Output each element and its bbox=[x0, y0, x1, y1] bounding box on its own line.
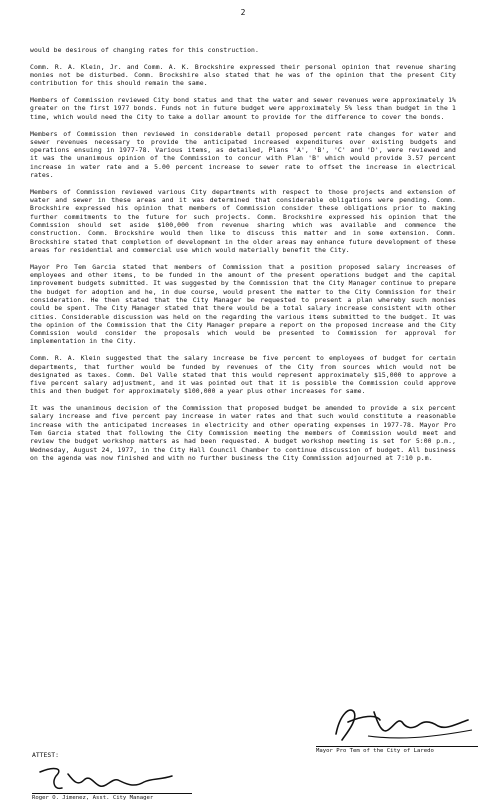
page-number: 2 bbox=[240, 8, 246, 17]
paragraph: Mayor Pro Tem Garcia stated that members of Commission that a position proposed salary increases of employees and other items, to be funded in the amount of the present operations budget and the capital improvement budgets submitted. It was suggested by the Commission that the City Manager continue to prepare the budget for adoption and he, in due course, would present the matter to the City Commission for their consideration. He then stated that the City Manager be requested to present a plan whereby such monies could be spent. The City Manager stated that there would be a total salary increase consistent with other cities. Considerable discussion was held on the regarding the various items submitted to the budget. It was the opinion of the Commission that the City Manager prepare a report on the proposed increase and the City Commission would consider the proposals which would be presented to Commission for approval for implementation in the City. bbox=[30, 262, 460, 346]
paragraph: would be desirous of changing rates for this construction. bbox=[30, 46, 259, 54]
paragraph: Members of Commission reviewed various City departments with respect to those projects and extension of water and sewer in these areas and it was determined that considerable obligations were pending. Comm. Brockshire expressed his opinion that members of Commission consider these obligations prior to making further commitments to the future for such projects. Comm. Brockshire expressed his opinion that the Commission should set aside $100,000 from revenue sharing which was available and commence the construction. Comm. Brockshire would then like to discuss this matter and in some extension. Comm. Brockshire stated that completion of development in the older areas may enhance future development of these areas for residential and commercial use which would materially benefit the City. bbox=[30, 187, 460, 254]
mayor-title: Mayor Pro Tem of the City of Laredo bbox=[316, 746, 478, 755]
paragraph: Members of Commission then reviewed in considerable detail proposed percent rate changes for water and sewer revenues necessary to provide the anticipated increased expenditures over existing budgets and operations ensuing in 1977-78. Various items, as detailed, Plans 'A', 'B', 'C' and 'D', were reviewed and it was the unanimous opinion of the Commission to concur with Plan 'B' which would provide 3.57 percent increase in water rate and a 5.00 percent increase to sewer rate to offset the increase in electrical rates. bbox=[30, 129, 460, 180]
clerk-title: Roger O. Jimenez, Asst. City Manager bbox=[32, 793, 192, 802]
clerk-signature bbox=[34, 762, 184, 796]
paragraph: Members of Commission reviewed City bond status and that the water and sewer revenues were approximately 1% greater on the first 1977 bonds. Funds not in future budget were approximately 5% less than budget in the 1 time, which would need the City to take a dollar amount to provide for the difference to cover the bonds. bbox=[30, 96, 460, 121]
paragraph: Comm. R. A. Klein suggested that the salary increase be five percent to employees of budget for certain departments, that further would be funded by revenues of the City from sources which would not be designated as taxes. Comm. Del Valle stated that this would represent approximately $15,000 to approve a five percent salary adjustment, and it was pointed out that it is possible the Commission could approve this and then budget for approximately $100,000 a year plus other increases for same. bbox=[30, 354, 460, 396]
minutes-body bbox=[30, 46, 460, 462]
mayor-signature bbox=[328, 700, 478, 746]
paragraph: It was the unanimous decision of the Commission that proposed budget be amended to provide a six percent salary increase and five percent pay increase in water rates and that such would constitute a reasonable increase with the anticipated increases in electricity and other operating expenses in 1977-78. Mayor Pro Tem Garcia stated that following the City Commission meeting the members of Commission would meet and review the budget workshop matters as had been requested. A budget workshop meeting is set for 5:00 p.m., Wednesday, August 24, 1977, in the City Hall Council Chamber to continue discussion of budget. All business on the agenda was now finished and with no further business the City Commission adjourned at 7:10 p.m. bbox=[30, 404, 460, 462]
attest-label: ATTEST: bbox=[32, 751, 59, 759]
paragraph: Comm. R. A. Klein, Jr. and Comm. A. K. Brockshire expressed their personal opinion that revenue sharing monies not be disturbed. Comm. Brockshire also stated that he was of the opinion that the present City contribution for this should remain the same. bbox=[30, 62, 460, 88]
signature-block bbox=[26, 700, 460, 800]
